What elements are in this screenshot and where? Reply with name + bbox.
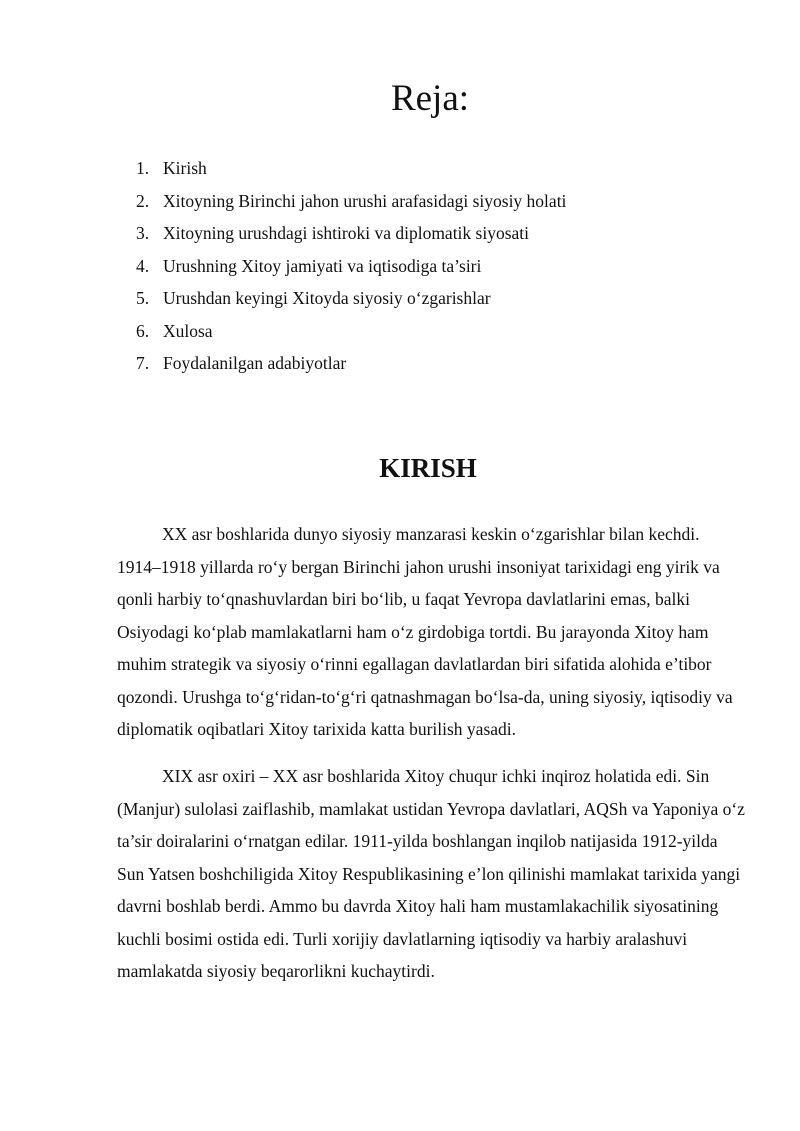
plan-item-number: 6. [136,320,150,341]
plan-item-number: 2. [136,190,150,211]
plan-item [136,315,566,348]
plan-item-number: 1. [136,158,150,178]
plan-item [136,152,566,185]
intro-paragraph-2: XIX asr oxiri – XX asr boshlarida Xitoy chuqur ichki inqiroz holatida edi. Sin (Manjur) sulolasi zaiflashib, mamlakat ustidan Yevropa davlatlari, AQSh va Yaponiya o‘z ta’sir doiralarini o‘rnatgan edilar. 1911-yilda boshlangan inqilob natijasida 1912-yilda Sun Yatsen boshchiligida Xitoy Respublikasining e’lon qilinishi mamlakat tarixida yangi davrni boshlab berdi. Ammo bu davrda Xitoy hali ham mustamlakachilik siyosatining kuchli bosimi ostida edi. Turli xorijiy davlatlarning iqtisodiy va harbiy aralashuvi mamlakatda siyosiy beqarorlikni kuchaytirdi. [117,766,745,981]
plan-item [136,217,566,250]
plan-item-number: 7. [136,353,150,373]
plan-item-label: Urushning Xitoy jamiyati va iqtisodiga ta’siri [163,255,482,276]
plan-item-label: Xitoyning Birinchi jahon urushi arafasidagi siyosiy holati [163,190,567,211]
plan-item [136,250,566,283]
plan-item [136,282,566,315]
plan-item-number: 3. [136,223,150,243]
plan-item-label: Xulosa [163,320,213,341]
plan-item-number: 4. [136,255,150,276]
plan-item-label: Kirish [163,158,207,178]
plan-item-number: 5. [136,288,150,308]
plan-item [136,185,566,218]
plan-item-label: Foydalanilgan adabiyotlar [163,353,347,373]
plan-list [136,152,566,380]
intro-heading: KIRISH [379,453,477,483]
plan-item-label: Xitoyning urushdagi ishtiroki va diplomatik siyosati [163,223,530,243]
plan-title: Reja: [390,78,470,119]
intro-paragraph-1: XX asr boshlarida dunyo siyosiy manzarasi keskin o‘zgarishlar bilan kechdi. 1914–1918 yillarda ro‘y bergan Birinchi jahon urushi insoniyat tarixidagi eng yirik va qonli harbiy to‘qnashuvlardan biri bo‘lib, u faqat Yevropa davlatlarini emas, balki Osiyodagi ko‘plab mamlakatlarni ham o‘z girdobiga tortdi. Bu jarayonda Xitoy ham muhim strategik va siyosiy o‘rinni egallagan davlatlardan biri sifatida alohida e’tibor qozondi. Urushga to‘g‘ridan-to‘g‘ri qatnashmagan bo‘lsa-da, uning siyosiy, iqtisodiy va diplomatik oqibatlari Xitoy tarixida katta burilish yasadi. [117,524,733,739]
plan-item-label: Urushdan keyingi Xitoyda siyosiy o‘zgarishlar [163,288,491,308]
plan-item [136,347,566,380]
